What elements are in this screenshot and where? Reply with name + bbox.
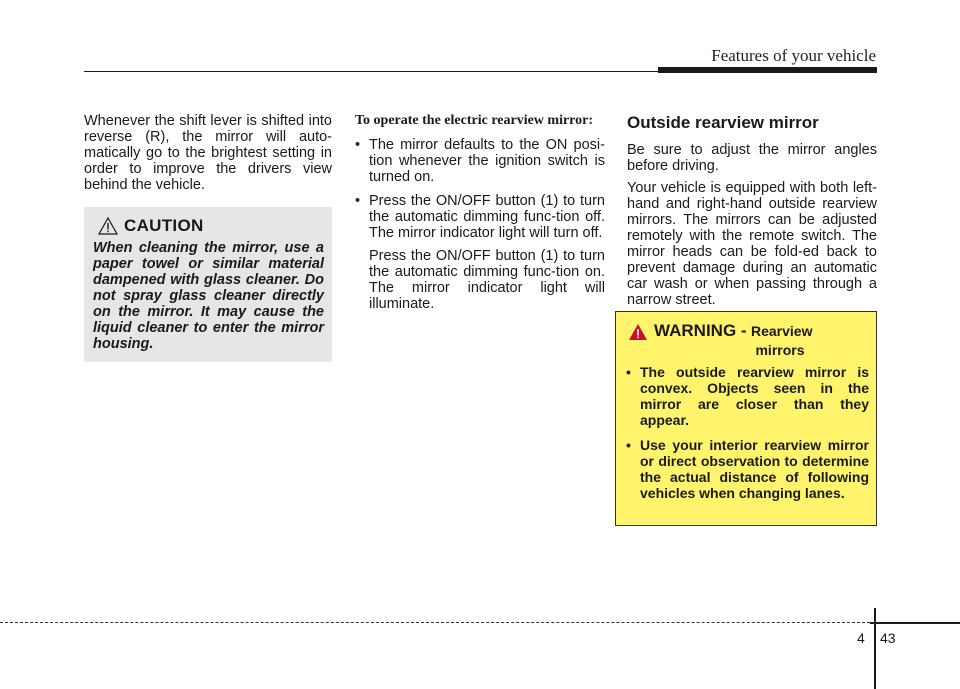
- caution-header: [98, 216, 204, 236]
- outside-mirror-paragraph-1: Be sure to adjust the mirror angles before driving.: [627, 142, 877, 174]
- list-item-text: • The mirror defaults to the ON posi-tion whenever the ignition switch is turned on.: [369, 137, 605, 185]
- list-item-text: Press the ON/OFF button (1) to turn the automatic dimming func-tion on. The mirror indicator light will illuminate.: [369, 248, 605, 312]
- warning-triangle-icon: [98, 217, 118, 235]
- footer-tick-rule: [874, 608, 876, 689]
- caution-title: CAUTION: [124, 216, 204, 235]
- warning-word: WARNING -: [654, 321, 747, 340]
- reverse-mirror-paragraph: Whenever the shift lever is shifted into reverse (R), the mirror will auto-matically go to the brightest setting in order to improve the drivers view behind the vehicle.: [84, 113, 332, 193]
- footer-dashed-rule: [0, 622, 870, 623]
- warning-box: [615, 311, 877, 526]
- footer-solid-rule: [870, 622, 960, 624]
- list-item: [355, 137, 605, 185]
- warning-subtitle-line-2: mirrors: [755, 342, 805, 358]
- warning-list: [626, 364, 869, 501]
- column-2: [355, 113, 605, 312]
- caution-text: When cleaning the mirror, use a paper towel or similar material dampened with glass cleaner. Do not spray glass cleaner directly on the mirror. It may cause the liquid cleaner to enter the mirror housing.: [93, 240, 324, 352]
- outside-mirror-heading: Outside rearview mirror: [627, 113, 819, 132]
- header-rule-thin: [84, 71, 660, 72]
- warning-title: [654, 321, 866, 358]
- warning-header: [628, 321, 866, 358]
- electric-mirror-list: [355, 137, 605, 312]
- electric-mirror-heading: To operate the electric rearview mirror:: [355, 113, 594, 128]
- page-number: 43: [880, 630, 896, 646]
- caution-box: [84, 207, 332, 362]
- header-title: Features of your vehicle: [711, 46, 876, 65]
- list-item: • Use your interior rearview mirror or direct observation to determine the actual distance of following vehicles when changing lanes.: [626, 437, 869, 501]
- column-3: [627, 113, 877, 308]
- list-item: [355, 193, 605, 312]
- column-1: [84, 113, 332, 193]
- outside-mirror-paragraph-2: Your vehicle is equipped with both left-hand and right-hand outside rearview mirrors. The mirrors can be adjusted remotely with the remote switch. The mirror heads can be fold-ed back to prevent damage during an automatic car wash or when passing through a narrow street.: [627, 180, 877, 308]
- list-item: • The outside rearview mirror is convex. Objects seen in the mirror are closer than they appear.: [626, 364, 869, 428]
- chapter-number: 4: [857, 630, 865, 646]
- warning-subtitle-line-1: Rearview: [751, 323, 813, 339]
- list-item-text: • Press the ON/OFF button (1) to turn the automatic dimming func-tion off. The mirror indicator light will turn off.: [369, 193, 605, 241]
- warning-triangle-icon: [628, 323, 648, 341]
- header-rule-thick: [658, 67, 877, 73]
